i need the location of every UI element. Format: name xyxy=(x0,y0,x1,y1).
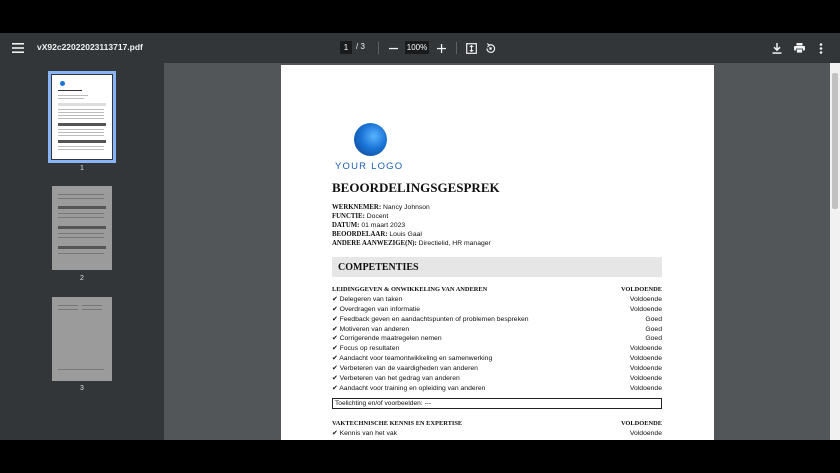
zoom-input[interactable]: 100% xyxy=(406,43,428,52)
section-header-competenties: COMPETENTIES xyxy=(332,257,662,277)
company-logo-icon xyxy=(354,123,387,156)
page-thumbnail-1[interactable] xyxy=(52,75,112,159)
logo-text: YOUR LOGO xyxy=(335,161,404,172)
thumbnail-number-2: 2 xyxy=(80,275,84,282)
thumbnail-number-3: 3 xyxy=(80,385,84,392)
print-icon[interactable] xyxy=(789,38,809,58)
page-thumbnail-2[interactable] xyxy=(52,186,112,270)
meta-row: DATUM: 01 maart 2023 xyxy=(332,222,406,229)
group-heading: LEIDINGGEVEN & ONWIKKELING VAN ANDEREN VOLDOENDE xyxy=(332,286,662,293)
meta-row: ANDERE AANWEZIGE(N): Directielid, HR manager xyxy=(332,240,491,247)
list-item: ✔ Aandacht voor teamontwikkeling en samenwerking Voldoende xyxy=(332,355,662,363)
employee-details xyxy=(332,203,491,248)
list-item: ✔ Feedback geven en aandachtspunten of problemen bespreken Goed xyxy=(332,315,662,323)
meta-row: FUNCTIE: Docent xyxy=(332,213,389,220)
pdf-toolbar xyxy=(0,33,840,63)
list-item: ✔ Corrigerende maatregelen nemen Goed xyxy=(332,335,662,343)
document-title: BEOORDELINGSGESPREK xyxy=(332,180,500,195)
vertical-scrollbar[interactable] xyxy=(830,63,840,440)
list-item: ✔ Kennis van het vak Voldoende xyxy=(332,429,662,437)
scrollbar-thumb[interactable] xyxy=(832,73,838,209)
competency-list-expertise xyxy=(332,419,662,439)
notes-box: Toelichting en/of voorbeelden: --- xyxy=(332,398,662,409)
more-vert-icon[interactable] xyxy=(811,38,831,58)
thumbnail-sidebar xyxy=(0,63,164,440)
list-item: ✔ Aandacht voor training en opleiding van anderen Voldoende xyxy=(332,384,662,392)
thumbnail-number-1: 1 xyxy=(80,165,84,172)
download-icon[interactable] xyxy=(767,38,787,58)
toolbar-divider xyxy=(378,42,379,54)
hamburger-menu-icon[interactable] xyxy=(8,38,28,58)
document-viewer[interactable] xyxy=(164,63,830,440)
list-item: ✔ Overdragen van informatie Voldoende xyxy=(332,305,662,313)
list-item: ✔ Verbeteren van het gedrag van anderen Voldoende xyxy=(332,375,662,383)
competency-list-leadership xyxy=(332,285,662,394)
fit-page-icon[interactable] xyxy=(461,38,481,58)
toolbar-divider xyxy=(456,42,457,54)
meta-row: BEOORDELAAR: Louis Gaal xyxy=(332,231,422,238)
minus-icon[interactable] xyxy=(383,38,403,58)
page-total: / 3 xyxy=(356,42,365,51)
list-item: ✔ Motiveren van anderen Goed xyxy=(332,325,662,333)
page-thumbnail-3[interactable] xyxy=(52,297,112,381)
list-item: ✔ Verbeteren van de vaardigheden van anderen Voldoende xyxy=(332,365,662,373)
group-heading: VAKTECHNISCHE KENNIS EN EXPERTISE VOLDOENDE xyxy=(332,420,662,427)
plus-icon[interactable] xyxy=(431,38,451,58)
rotate-icon[interactable] xyxy=(480,38,500,58)
thumb-logo xyxy=(60,81,65,86)
file-name: vX92c22022023113717.pdf xyxy=(37,42,143,52)
page-number-input[interactable]: 1 xyxy=(340,41,352,54)
meta-row: WERKNEMER: Nancy Johnson xyxy=(332,204,430,211)
pdf-page xyxy=(281,65,714,440)
list-item: ✔ Delegeren van taken Voldoende xyxy=(332,295,662,303)
list-item: ✔ Focus op resultaten Voldoende xyxy=(332,345,662,353)
